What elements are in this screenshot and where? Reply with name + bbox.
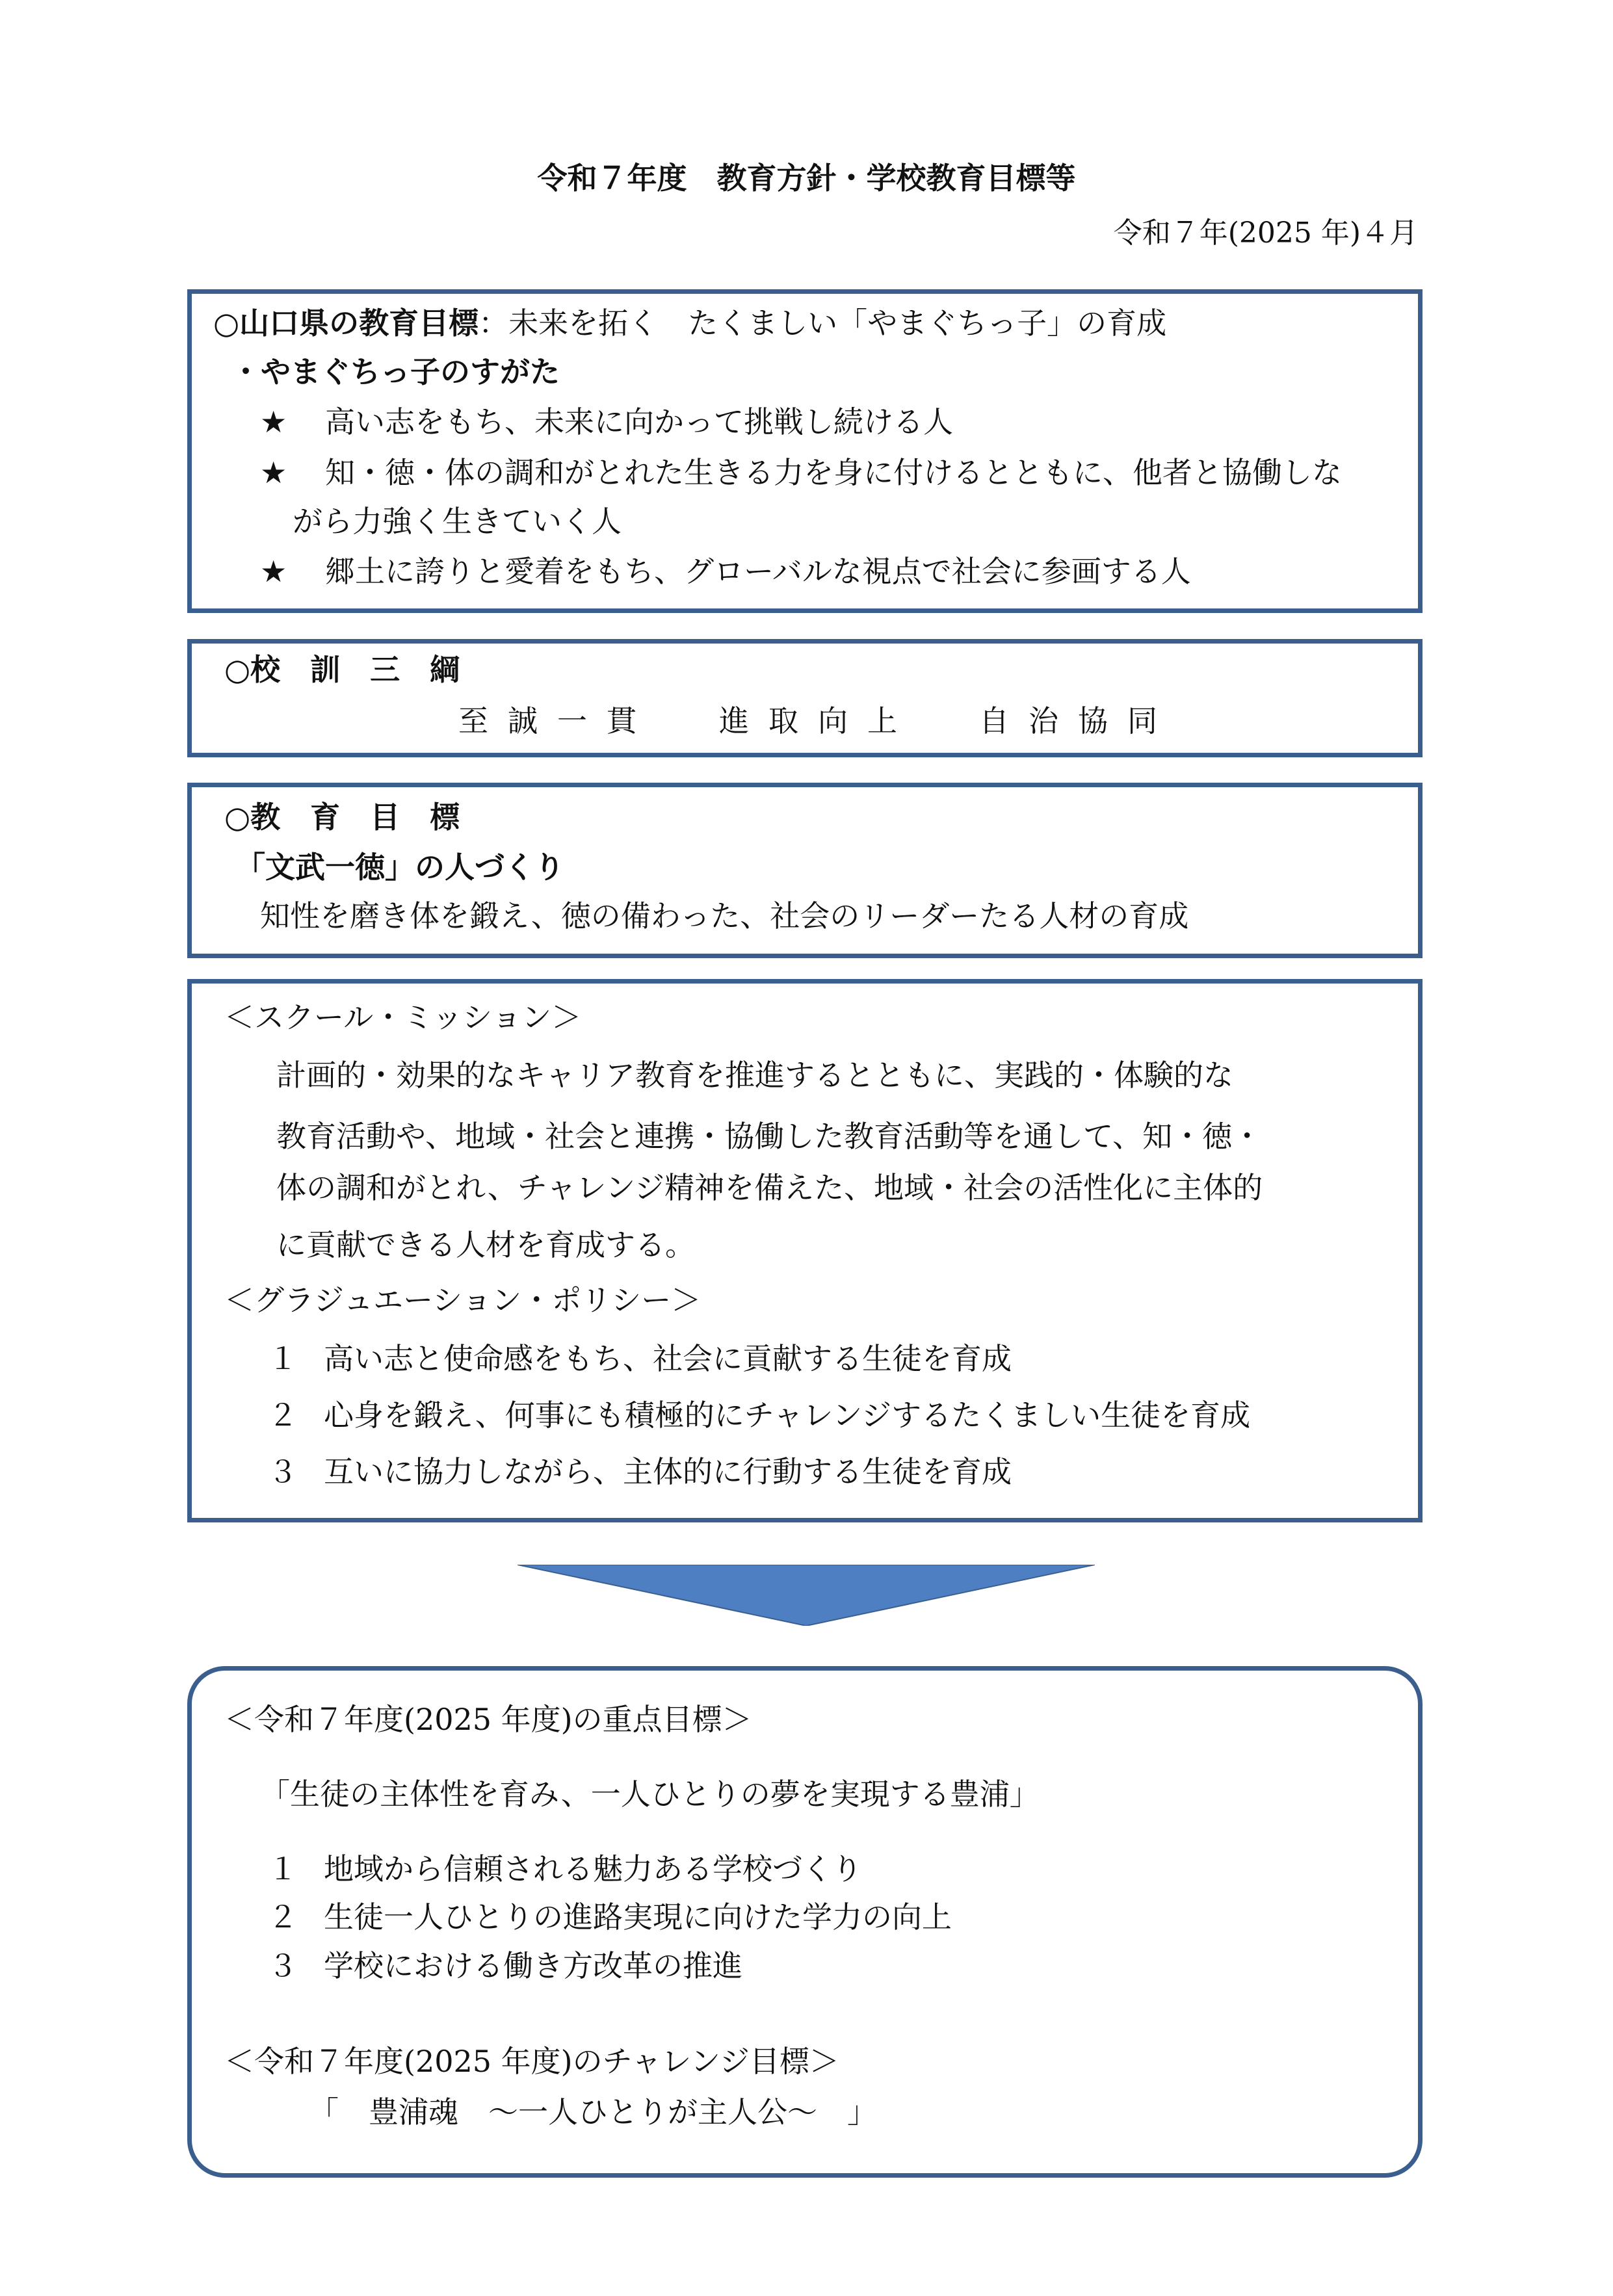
policy-item [268,1398,1250,1433]
priority-number: ２ [268,1899,298,1935]
policy-number: ３ [268,1454,298,1489]
policy-number: １ [268,1341,298,1376]
page-title: 令和７年度 教育方針・学校教育目標等 [537,161,1076,196]
education-goal-heading: ○教 育 目 標 [224,800,460,835]
mission-line: 教育活動や、地域・社会と連携・協働した教育活動等を通して、知・徳・ [276,1119,1263,1154]
list-item [260,404,953,440]
challenge-goal: 「 豊浦魂 ～一人ひとりが主人公～ 」 [309,2094,877,2130]
policy-heading: ＜グラジュエーション・ポリシー＞ [224,1283,702,1318]
policy-text: 心身を鍛え、何事にも積極的にチャレンジするたくましい生徒を育成 [324,1398,1251,1433]
list-item-text: 知・徳・体の調和がとれた生きる力を身に付けるとともに、他者と協働しな [325,455,1342,490]
motto-item: 自治協同 [979,703,1177,738]
star-icon: ★ [260,554,287,589]
list-item-text: 郷土に誇りと愛着をもち、グローバルな視点で社会に参画する人 [325,554,1191,589]
mission-line: 体の調和がとれ、チャレンジ精神を備えた、地域・社会の活性化に主体的 [276,1170,1263,1205]
document-date: 令和７年(2025 年)４月 [1113,216,1418,250]
mission-line: 計画的・効果的なキャリア教育を推進するとともに、実践的・体験的な [276,1058,1233,1093]
prefecture-goal-text: ：未来を拓く たくましい「やまぐちっ子」の育成 [479,306,1167,341]
motto-item: 進取向上 [719,703,917,738]
policy-text: 高い志と使命感をもち、社会に貢献する生徒を育成 [324,1341,1012,1376]
down-arrow-icon [518,1565,1095,1626]
priority-item [268,1948,742,1984]
priority-text: 生徒一人ひとりの進路実現に向けた学力の向上 [324,1899,952,1935]
list-item [260,554,1191,590]
policy-item [268,1454,1012,1490]
star-icon: ★ [260,404,287,439]
motto-item: 至誠一貫 [458,703,656,738]
list-item-text: 高い志をもち、未来に向かって挑戦し続ける人 [325,404,953,439]
list-item-continuation: がら力強く生きていく人 [293,504,622,539]
prefecture-goal-heading: ○山口県の教育目標 [213,306,479,341]
education-goal-text: 知性を磨き体を鍛え、徳の備わった、社会のリーダーたる人材の育成 [260,898,1189,933]
policy-number: ２ [268,1398,298,1433]
mission-heading: ＜スクール・ミッション＞ [224,1000,582,1035]
prefecture-goal-line [213,306,1166,341]
policy-text: 互いに協力しながら、主体的に行動する生徒を育成 [324,1454,1012,1489]
prefecture-subheading: ・やまぐちっ子のすがた [231,354,560,389]
priority-number: １ [268,1851,298,1886]
priority-slogan: 「生徒の主体性を育み、一人ひとりの夢を実現する豊浦」 [260,1777,1040,1812]
priority-number: ３ [268,1948,298,1983]
education-goal-subheading: 「文武一徳」の人づくり [235,850,564,885]
challenge-heading: ＜令和７年度(2025 年度)のチャレンジ目標＞ [224,2044,839,2079]
priority-item [268,1851,862,1887]
list-item [260,455,1342,491]
priority-text: 学校における働き方改革の推進 [324,1948,742,1983]
priority-item [268,1899,952,1935]
policy-item [268,1341,1012,1377]
priority-heading: ＜令和７年度(2025 年度)の重点目標＞ [224,1702,752,1737]
priority-text: 地域から信頼される魅力ある学校づくり [324,1851,862,1886]
star-icon: ★ [260,455,287,490]
mission-line: に貢献できる人材を育成する。 [276,1227,695,1262]
school-motto-heading: ○校 訓 三 綱 [224,652,460,687]
